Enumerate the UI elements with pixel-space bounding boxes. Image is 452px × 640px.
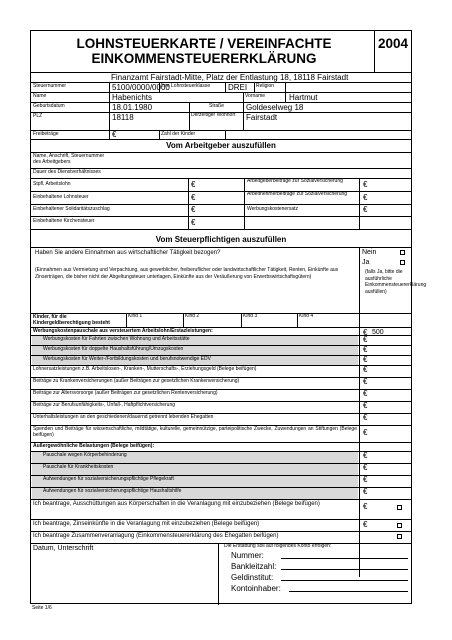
nummer-field[interactable] bbox=[281, 551, 408, 559]
euro-icon: € bbox=[363, 328, 368, 337]
pauschale-label: Werbungskostenpauschale aus versteuertem Arbeitslohn/Erstazleistungen: bbox=[33, 328, 213, 334]
wohnort-label: Derzeitiger Wohnort bbox=[191, 112, 236, 118]
euro-icon: € bbox=[363, 180, 368, 189]
religion-label: Religion bbox=[256, 83, 275, 89]
title-line-2: EINKOMMENSTEUERERKLÄRUNG bbox=[91, 51, 317, 66]
soli-label: Einbehaltener Solidaritätszuschlag bbox=[33, 206, 110, 212]
euro-icon: € bbox=[363, 377, 368, 386]
ja-checkbox[interactable] bbox=[400, 260, 405, 265]
euro-icon: € bbox=[363, 520, 368, 529]
kranken-label: Beiträge zu Krankenversicherungen (außer Beiträgen zur gesetzlichen Krankenversicherung) bbox=[33, 378, 240, 384]
euro-icon: € bbox=[363, 451, 368, 460]
strasse-label: Straße bbox=[209, 103, 225, 109]
form-title bbox=[39, 36, 369, 66]
institut-field[interactable] bbox=[281, 573, 408, 581]
zins-label: Ich beantrage, Zinseinkünfte in die Veranlagung mit einzubeziehen (Belege beifügen) bbox=[33, 521, 260, 527]
erstattung-label: Die Erstattung soll auf folgendes Konto erfolgen: bbox=[224, 543, 332, 549]
hilfe-label: Aufwendungen für sozialversicherungspflichtige Haushaltshilfe bbox=[43, 488, 182, 494]
vorname-label: Vorname bbox=[245, 93, 266, 99]
unterhalt-label: Unterhaltsleistungen an den geschiedenen/dauernd getrennt lebenden Ehegatten bbox=[33, 414, 214, 420]
fahrten-label: Werbungskosten für Fahrten zwischen Wohnung und Arbeitsstätte bbox=[43, 336, 190, 342]
euro-icon: € bbox=[363, 335, 368, 344]
euro-icon: € bbox=[363, 413, 368, 422]
euro-icon: € bbox=[191, 218, 196, 227]
ja-label: Ja bbox=[362, 259, 370, 266]
kirche-label: Einbehaltene Kirchensteuer bbox=[33, 218, 95, 224]
plz-field[interactable]: 18118 bbox=[112, 113, 134, 122]
plz-label: PLZ bbox=[33, 113, 43, 119]
stpfl-label: Stpfl. Arbeitslohn bbox=[33, 181, 71, 187]
ersatz-label: Lohnersatzleistungen z.B. Arbeitslosen-, Kranken-, Mutterschafts-, Erziehungsgeld (Belege beifügen) bbox=[33, 366, 257, 372]
datum-label: Datum, Unterschrift bbox=[33, 545, 94, 552]
signature-field[interactable] bbox=[35, 555, 215, 599]
strasse-field[interactable]: Goldeselweg 18 bbox=[246, 103, 304, 112]
fortbildung-label: Werbungskosten für Weiter-/Fortbildungskosten und berufsnotwendige EDV bbox=[43, 356, 211, 362]
kind-1-label: Kind 1 bbox=[128, 313, 143, 319]
steuernummer-label: Steuernummer bbox=[33, 83, 67, 89]
euro-icon: € bbox=[363, 355, 368, 364]
tax-form bbox=[30, 30, 427, 604]
haushalt-label: Werbungskosten für doppelte Haushaltsführung/Umzugskosten bbox=[43, 346, 184, 352]
pflege-label: Aufwendungen für sozialversicherungspflichtige Pflegekraft bbox=[43, 476, 174, 482]
euro-icon: € bbox=[363, 345, 368, 354]
name-field[interactable]: Habenichts bbox=[112, 93, 153, 102]
koerper-label: Pauschale wegen Körperbehinderung bbox=[43, 452, 127, 458]
page-number: Seite 1/6 bbox=[32, 605, 52, 611]
nein-label: Nein bbox=[362, 249, 377, 256]
euro-icon: € bbox=[363, 389, 368, 398]
nummer-label: Nummer: bbox=[231, 551, 264, 560]
form-year: 2004 bbox=[377, 36, 409, 51]
inhaber-field[interactable] bbox=[289, 584, 408, 592]
kinder-count-label: Zahl der Kinder bbox=[161, 131, 196, 137]
beruf-label: Beiträge zur Berufsunfähigkeits-, Unfall-, Haftpflichtversicherung bbox=[33, 402, 176, 408]
kind-4-label: Kind 4 bbox=[299, 313, 314, 319]
ag-beitraege-label: Arbeitgeberbeiträge zur Sozialversicherung bbox=[247, 178, 343, 184]
ausschuettung-checkbox[interactable] bbox=[397, 505, 402, 510]
vorname-field[interactable]: Hartmut bbox=[289, 93, 318, 102]
einnahmen-question: Haben Sie andere Einnahmen aus wirtschaftlicher Tätigkeit bezogen? bbox=[35, 250, 221, 256]
euro-icon: € bbox=[191, 205, 196, 214]
euro-icon: € bbox=[191, 180, 196, 189]
blz-field[interactable] bbox=[281, 562, 408, 570]
euro-icon: € bbox=[112, 130, 117, 139]
krankheit-label: Pauschale für Krankheitskosten bbox=[43, 464, 114, 470]
euro-icon: € bbox=[363, 205, 368, 214]
geburt-label: Geburtsdatum bbox=[33, 103, 65, 109]
klasse-label: Ihre Lohnsteuerklasse bbox=[161, 83, 211, 89]
inhaber-label: Kontoinhaber: bbox=[231, 584, 281, 593]
kindergeld-label: Kinder, für die Kindergeldberechtigung besteht bbox=[33, 314, 110, 326]
pflichtig-heading: Vom Steuerpflichtigen auszufüllen bbox=[155, 235, 287, 244]
geburt-field[interactable]: 18.01.1980 bbox=[112, 103, 153, 112]
kind-2-label: Kind 2 bbox=[185, 313, 200, 319]
wohnort-field[interactable]: Fairstadt bbox=[246, 113, 278, 122]
finanzamt-address: Finanzamt Fairstadt-Mitte, Platz der Entlastung 18, 18118 Fairstadt bbox=[111, 73, 349, 82]
zins-checkbox[interactable] bbox=[397, 523, 402, 528]
ausserg-label: Außergewöhnliche Belastungen (Belege beifügen): bbox=[33, 443, 155, 449]
ausschuettung-label: Ich beantrage, Ausschüttungen aus Körperschaften in die Veranlagung mit einzubeziehen (Belege beifügen) bbox=[33, 501, 320, 507]
lohnsteuer-label: Einbehaltene Lohnsteuer bbox=[33, 194, 89, 200]
blz-label: Bankleitzahl: bbox=[231, 562, 277, 571]
zusammen-label: Ich beantrage Zusammenveranlagung (Einkommensteuererklärung des Ehegatten beifügen) bbox=[33, 533, 279, 539]
einnahmen-explanation: (Einnahmen aus Vermietung und Verpachtung, aus gewerblicher, freiberuflicher oder landwirtschaftlicher Tätigkeit, Renten, Einkünfte aus Zinserträgen, die bisher nicht der Abgeltungsteuer unterlagen, Einkünfte aus der Veräußerung von Erwerbswirtschaftsgütern) bbox=[35, 267, 339, 280]
name-label: Name bbox=[33, 93, 47, 99]
institut-label: Geldinstitut: bbox=[231, 573, 274, 582]
an-beitraege-label: Arbeitnehmerbeiträge zur Sozialversicherung bbox=[247, 191, 348, 197]
euro-icon: € bbox=[363, 193, 368, 202]
euro-icon: € bbox=[363, 487, 368, 496]
dauer-label: Dauer des Dienstverhältnisses bbox=[33, 169, 101, 175]
arbeitgeber-name-label: Name, Anschrift, Steuernummer des Arbeitgebers bbox=[33, 153, 105, 165]
euro-icon: € bbox=[363, 401, 368, 410]
euro-icon: € bbox=[191, 193, 196, 202]
klasse-field[interactable]: DREI bbox=[228, 83, 248, 92]
zusammen-checkbox[interactable] bbox=[397, 534, 402, 539]
nein-checkbox[interactable] bbox=[400, 250, 405, 255]
arbeitgeber-heading: Vom Arbeitgeber auszufüllen bbox=[166, 141, 276, 150]
alter-label: Beiträge zur Altersvorsorge (außer Beiträgen zur gesetzlichen Rentenversicherung) bbox=[33, 390, 218, 396]
kind-3-label: Kind 3 bbox=[243, 313, 258, 319]
euro-icon: € bbox=[363, 463, 368, 472]
euro-icon: € bbox=[363, 502, 368, 511]
euro-icon: € bbox=[363, 475, 368, 484]
euro-icon: € bbox=[363, 365, 368, 374]
euro-icon: € bbox=[363, 428, 368, 437]
ja-note: (falls Ja, bitte die ausführliche Einkommensteuererklärung ausfüllen) bbox=[365, 269, 427, 295]
spenden-label: Spenden und Beiträge für wissenschaftliche, mildtätige, kulturelle, gemeinnützige, parteipolitische Zwecke, Zuwendungen an Stiftungen (Belege beifügen) bbox=[33, 426, 357, 438]
pauschale-value[interactable]: 500 bbox=[372, 329, 384, 336]
title-line-1: LOHNSTEUERKARTE / VEREINFACHTE bbox=[76, 36, 332, 51]
werbung-label: Werbungskostenersatz bbox=[247, 206, 299, 212]
steuernummer-field[interactable]: 5100/0000/0000 bbox=[112, 83, 170, 92]
freibetraege-label: Freibeträge bbox=[33, 131, 59, 137]
